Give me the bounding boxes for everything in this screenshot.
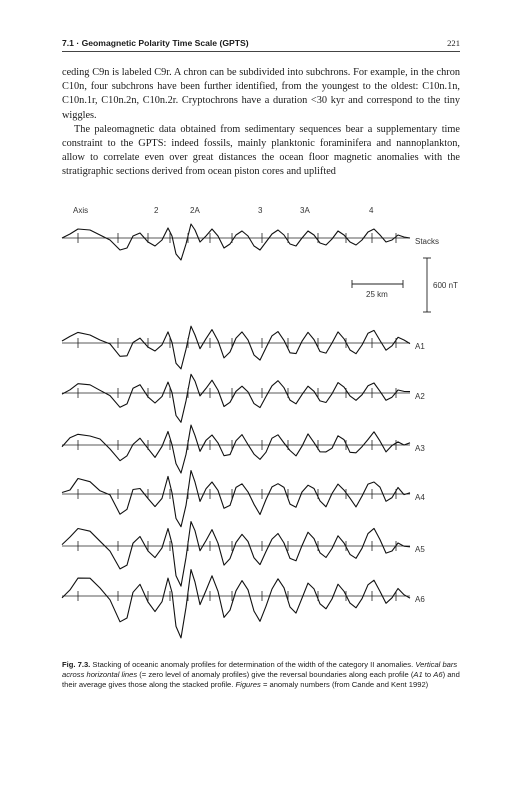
paragraph-1: ceding C9n is labeled C9r. A chron can be subdivided into subchrons. For example, in the chron C10n, four subchrons have been further identified, from the youngest to the oldest: C10n.1n, C10n.1r, C10n.2n, C10n.2r. Cryptochrons have a duration <30 kyr and correspond to the tiny wiggles.	[62, 67, 460, 121]
anomaly-curve	[62, 471, 410, 527]
profile-a5	[62, 522, 410, 587]
anomaly-profiles-figure	[0, 190, 527, 655]
label-stacks: Stacks	[415, 237, 440, 246]
running-header	[62, 36, 460, 52]
label-a1: A1	[415, 342, 425, 351]
anomaly-curve	[62, 425, 410, 473]
profile-a4	[62, 471, 410, 527]
label-anomaly-2: 2	[154, 206, 159, 215]
profile-a2	[62, 374, 410, 422]
caption-italic-1: Vertical bars across horizontal lines	[62, 660, 458, 679]
header-rule	[62, 51, 460, 52]
label-axis: Axis	[73, 206, 89, 215]
profile-a3	[62, 425, 410, 473]
caption-italic-2: A1	[413, 669, 423, 679]
anomaly-curve	[62, 224, 410, 260]
profile-a1	[62, 326, 410, 369]
label-anomaly-3: 3	[258, 206, 263, 215]
label-a5: A5	[415, 545, 425, 554]
anomaly-curve	[62, 326, 410, 369]
section-title: 7.1 · Geomagnetic Polarity Time Scale (GPTS)	[62, 38, 249, 48]
caption-text-3: to	[422, 669, 434, 679]
label-anomaly-2a: 2A	[190, 206, 200, 215]
caption-italic-4: Figures	[235, 679, 261, 689]
anomaly-curve	[62, 522, 410, 587]
profile-a6	[62, 570, 410, 638]
figure-caption	[62, 660, 460, 689]
page-number: 221	[447, 38, 460, 48]
anomaly-curve	[62, 570, 410, 638]
top-axis-labels	[73, 206, 374, 215]
body-text	[62, 66, 460, 180]
profiles	[62, 224, 410, 638]
label-a6: A6	[415, 595, 425, 604]
scale-600nt: 600 nT	[433, 281, 458, 290]
caption-label: Fig. 7.3.	[62, 660, 91, 669]
caption-text-1: Stacking of oceanic anomaly profiles for determination of the width of the category II anomalies.	[90, 660, 416, 669]
label-anomaly-4: 4	[369, 206, 374, 215]
label-a4: A4	[415, 493, 425, 502]
profile-stacks	[62, 224, 410, 260]
horizontal-scale-bar	[352, 280, 403, 299]
label-anomaly-3a: 3A	[300, 206, 310, 215]
label-a3: A3	[415, 444, 425, 453]
caption-italic-3: A6	[433, 669, 443, 679]
vertical-scale-bar	[423, 258, 458, 312]
caption-text-5: = anomaly numbers (from Cande and Kent 1992)	[260, 679, 429, 689]
caption-text-4: ) and their average gives those along the stacked profile.	[62, 669, 460, 689]
anomaly-curve	[62, 374, 410, 422]
caption-text-2: (= zero level of anomaly profiles) give the reversal boundaries along each profile (	[137, 669, 414, 679]
paragraph-2: The paleomagnetic data obtained from sedimentary sequences bear a supplementary time constraint to the GPTS: indeed fossils, mainly planktonic foraminifera and nannoplankton, allow to correlate even over great distances the ocean floor magnetic anomalies with the stratigraphic sections derived from ocean piston cores and uplifted	[62, 123, 460, 178]
label-a2: A2	[415, 392, 425, 401]
scale-25km: 25 km	[366, 290, 388, 299]
